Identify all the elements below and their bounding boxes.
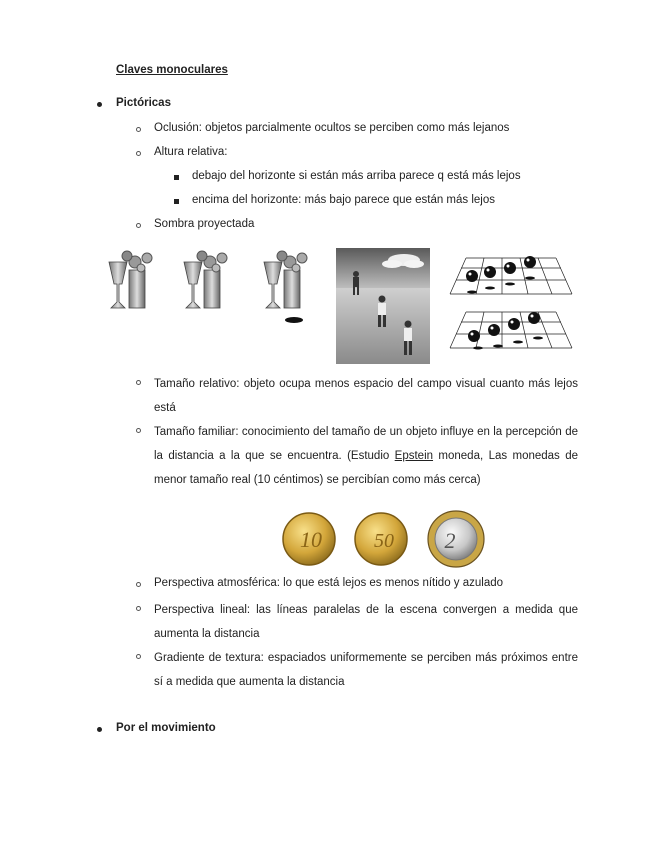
section-heading-movimiento: Por el movimiento: [116, 722, 216, 734]
coin-2-label: 2: [444, 528, 456, 553]
item-altura: Altura relativa:: [154, 146, 228, 158]
circle-bullet: [136, 127, 141, 132]
bullet-dot: [97, 727, 102, 732]
goblets-shadow-figure: [105, 250, 325, 330]
epstein-link[interactable]: Epstein: [394, 450, 434, 462]
circle-bullet: [136, 428, 141, 433]
item-tamano-familiar: Tamaño familiar: conocimiento del tamaño de un objeto influye en la percepción de la distancia a la que se encuentra. (Estudio Epstein moneda, Las monedas de menor tamaño real (10 céntimos) se percibían como más cerca): [154, 426, 578, 486]
circle-bullet: [136, 582, 141, 587]
circle-bullet: [136, 223, 141, 228]
coins-figure: [280, 510, 490, 570]
coin-50-label: 50: [374, 530, 394, 552]
item-tamano-relativo: Tamaño relativo: objeto ocupa menos espacio del campo visual cuanto más lejos está: [154, 378, 578, 414]
square-bullet: [174, 199, 179, 204]
item-lineal: Perspectiva lineal: las líneas paralelas de la escena convergen a medida que aumenta la distancia: [154, 604, 578, 640]
coin-10: [283, 513, 335, 565]
circle-bullet: [136, 380, 141, 385]
coin-50: [355, 513, 407, 565]
item-altura-sub1: debajo del horizonte si están más arriba parece q está más lejos: [192, 170, 521, 182]
item-textura: Gradiente de textura: espaciados uniformemente se perciben más próximos entre sí a medida que aumenta la distancia: [154, 652, 578, 688]
bullet-dot: [97, 102, 102, 107]
square-bullet: [174, 175, 179, 180]
item-oclusion: Oclusión: objetos parcialmente ocultos se perciben como más lejanos: [154, 122, 510, 134]
circle-bullet: [136, 654, 141, 659]
ball-grid-figure: [446, 248, 576, 360]
circle-bullet: [136, 606, 141, 611]
people-field-figure: [336, 248, 430, 364]
coin-2: [428, 511, 484, 567]
coin-10-label: 10: [300, 527, 322, 552]
page-title: Claves monoculares: [116, 64, 228, 76]
item-sombra: Sombra proyectada: [154, 218, 255, 230]
item-atmosferica: Perspectiva atmosférica: lo que está lejos es menos nítido y azulado: [154, 577, 504, 589]
section-heading-pictoricas: Pictóricas: [116, 97, 171, 109]
circle-bullet: [136, 151, 141, 156]
item-altura-sub2: encima del horizonte: más bajo parece que están más lejos: [192, 194, 496, 206]
